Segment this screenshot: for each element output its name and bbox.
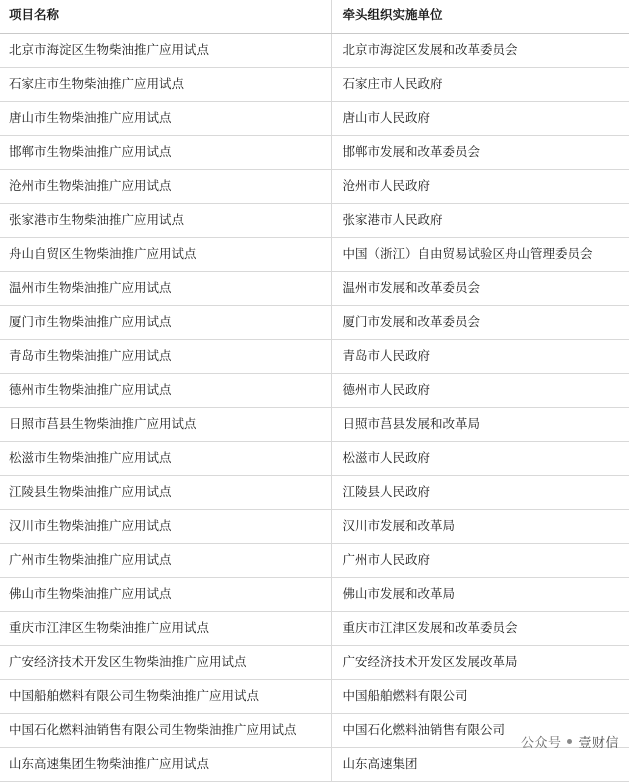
- table-row: [0, 442, 629, 476]
- cell-lead-unit: 广州市人民政府: [331, 544, 629, 578]
- cell-project-name: 石家庄市生物柴油推广应用试点: [0, 68, 331, 102]
- cell-project-name: 沧州市生物柴油推广应用试点: [0, 170, 331, 204]
- cell-lead-unit: 佛山市发展和改革局: [331, 578, 629, 612]
- table-row: [0, 374, 629, 408]
- cell-lead-unit: 广安经济技术开发区发展改革局: [331, 646, 629, 680]
- table-header: [0, 0, 629, 34]
- column-header-lead-unit: 牵头组织实施单位: [331, 0, 629, 34]
- cell-lead-unit: 沧州市人民政府: [331, 170, 629, 204]
- cell-project-name: 张家港市生物柴油推广应用试点: [0, 204, 331, 238]
- table-row: [0, 510, 629, 544]
- cell-project-name: 重庆市江津区生物柴油推广应用试点: [0, 612, 331, 646]
- table-row: [0, 408, 629, 442]
- cell-lead-unit: 中国船舶燃料有限公司: [331, 680, 629, 714]
- table-row: [0, 238, 629, 272]
- cell-lead-unit: 德州市人民政府: [331, 374, 629, 408]
- cell-project-name: 厦门市生物柴油推广应用试点: [0, 306, 331, 340]
- table-row: [0, 476, 629, 510]
- cell-project-name: 北京市海淀区生物柴油推广应用试点: [0, 34, 331, 68]
- watermark-prefix: 公众号: [520, 735, 562, 750]
- cell-lead-unit: 山东高速集团: [331, 748, 629, 782]
- table-row: [0, 68, 629, 102]
- cell-lead-unit: 中国（浙江）自由贸易试验区舟山管理委员会: [331, 238, 629, 272]
- table-row: [0, 102, 629, 136]
- table-row: [0, 340, 629, 374]
- table-row: [0, 272, 629, 306]
- table-body: [0, 34, 629, 782]
- cell-lead-unit: 松滋市人民政府: [331, 442, 629, 476]
- cell-project-name: 唐山市生物柴油推广应用试点: [0, 102, 331, 136]
- table-header-row: [0, 0, 629, 34]
- cell-lead-unit: 石家庄市人民政府: [331, 68, 629, 102]
- cell-project-name: 佛山市生物柴油推广应用试点: [0, 578, 331, 612]
- cell-lead-unit: 青岛市人民政府: [331, 340, 629, 374]
- table-row: [0, 646, 629, 680]
- cell-lead-unit: 张家港市人民政府: [331, 204, 629, 238]
- table-row: [0, 680, 629, 714]
- cell-project-name: 日照市莒县生物柴油推广应用试点: [0, 408, 331, 442]
- cell-lead-unit: 唐山市人民政府: [331, 102, 629, 136]
- table-row: [0, 578, 629, 612]
- table-row: [0, 204, 629, 238]
- cell-lead-unit: 汉川市发展和改革局: [331, 510, 629, 544]
- cell-project-name: 松滋市生物柴油推广应用试点: [0, 442, 331, 476]
- cell-lead-unit: 重庆市江津区发展和改革委员会: [331, 612, 629, 646]
- cell-project-name: 广州市生物柴油推广应用试点: [0, 544, 331, 578]
- cell-project-name: 中国船舶燃料有限公司生物柴油推广应用试点: [0, 680, 331, 714]
- cell-project-name: 邯郸市生物柴油推广应用试点: [0, 136, 331, 170]
- watermark-brand: 壹财信: [578, 735, 619, 750]
- cell-project-name: 山东高速集团生物柴油推广应用试点: [0, 748, 331, 782]
- table-row: [0, 544, 629, 578]
- table-row: [0, 306, 629, 340]
- cell-project-name: 青岛市生物柴油推广应用试点: [0, 340, 331, 374]
- table-row: [0, 612, 629, 646]
- cell-lead-unit: 日照市莒县发展和改革局: [331, 408, 629, 442]
- dot-separator-icon: [567, 739, 572, 744]
- table-row: [0, 34, 629, 68]
- column-header-project-name: 项目名称: [0, 0, 331, 34]
- cell-project-name: 汉川市生物柴油推广应用试点: [0, 510, 331, 544]
- cell-project-name: 温州市生物柴油推广应用试点: [0, 272, 331, 306]
- cell-project-name: 舟山自贸区生物柴油推广应用试点: [0, 238, 331, 272]
- cell-lead-unit: 北京市海淀区发展和改革委员会: [331, 34, 629, 68]
- cell-lead-unit: 温州市发展和改革委员会: [331, 272, 629, 306]
- watermark: [521, 732, 619, 751]
- table-row: [0, 136, 629, 170]
- table-row: [0, 170, 629, 204]
- cell-project-name: 江陵县生物柴油推广应用试点: [0, 476, 331, 510]
- cell-project-name: 中国石化燃料油销售有限公司生物柴油推广应用试点: [0, 714, 331, 748]
- cell-lead-unit: 江陵县人民政府: [331, 476, 629, 510]
- cell-lead-unit: 邯郸市发展和改革委员会: [331, 136, 629, 170]
- cell-lead-unit: 厦门市发展和改革委员会: [331, 306, 629, 340]
- cell-project-name: 德州市生物柴油推广应用试点: [0, 374, 331, 408]
- cell-lead-unit: 中国石化燃料油销售有限公司: [331, 714, 629, 748]
- cell-project-name: 广安经济技术开发区生物柴油推广应用试点: [0, 646, 331, 680]
- table-row: [0, 748, 629, 782]
